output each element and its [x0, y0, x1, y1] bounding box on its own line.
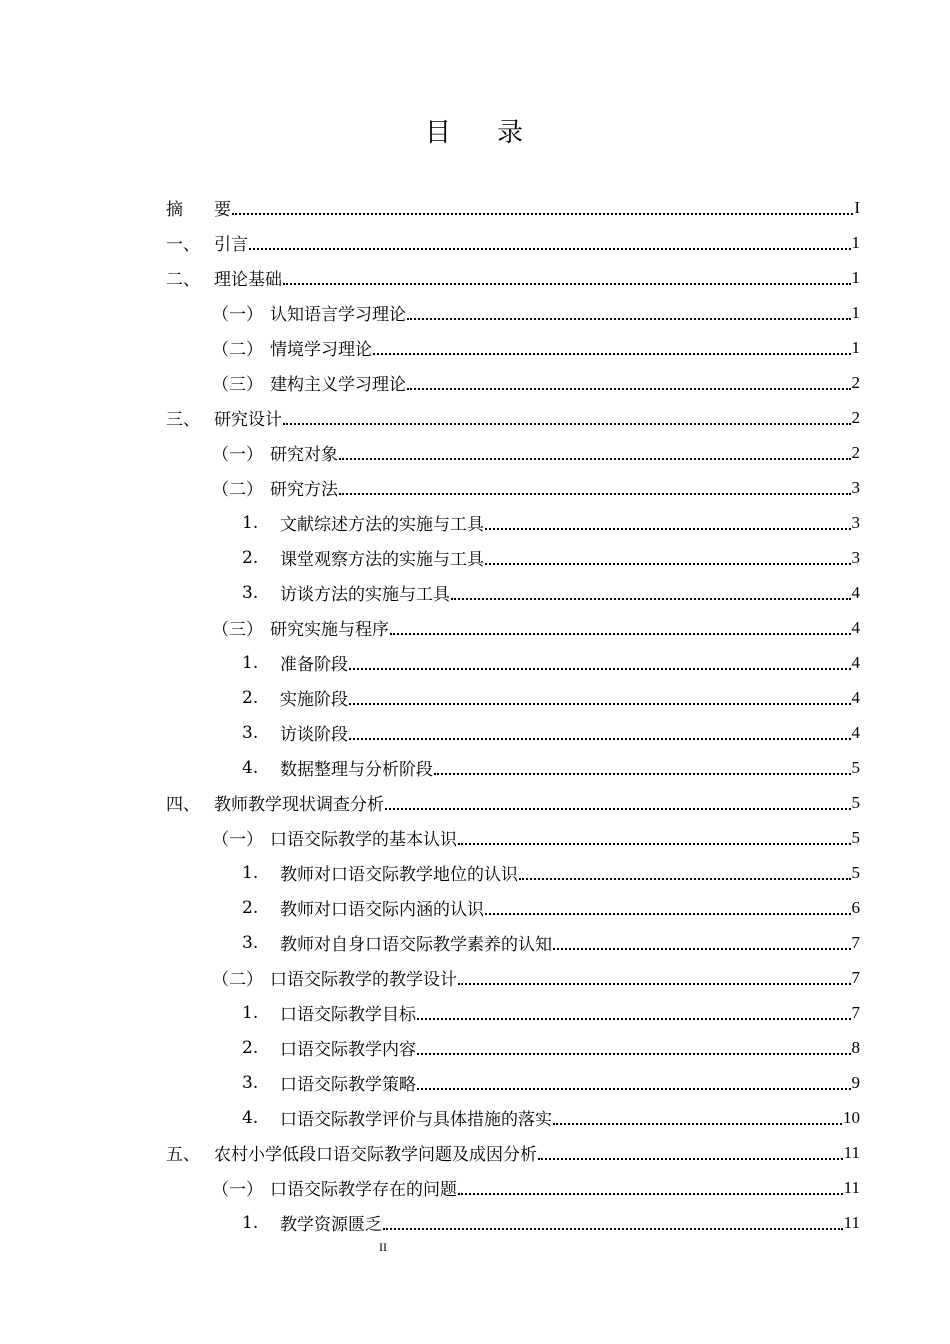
toc-entry-number: 四、 [166, 795, 200, 815]
toc-dot-leader [434, 756, 851, 775]
toc-entry-title: 教师教学现状调查分析 [214, 795, 384, 815]
toc-dot-leader [373, 336, 851, 355]
toc-entry-page: 4 [851, 582, 860, 602]
toc-entry-title: 要 [214, 200, 231, 220]
toc-entry-number: 2. [242, 547, 259, 568]
toc-entry-number: 三、 [166, 410, 200, 430]
toc-entry-page: 4 [851, 687, 860, 707]
toc-entry-number: 一、 [166, 235, 200, 255]
toc-entry-page: 6 [851, 897, 860, 917]
toc-entry[interactable] [166, 295, 860, 330]
toc-entry-number: 1. [242, 652, 259, 673]
toc-entry-page: 7 [851, 967, 860, 987]
toc-entry-title: 研究方法 [270, 480, 338, 500]
toc-dot-leader [458, 826, 851, 845]
toc-entry-number: 3. [242, 722, 259, 743]
toc-entry[interactable] [166, 680, 860, 715]
toc-title-char-2: 录 [497, 118, 526, 148]
toc-entry-title: 口语交际教学评价与具体措施的落实 [280, 1110, 552, 1130]
toc-entry-title: 研究实施与程序 [270, 620, 389, 640]
toc-entry[interactable] [166, 1170, 860, 1205]
toc-entry-page: 4 [851, 617, 860, 637]
toc-entry-page: 1 [851, 337, 860, 357]
toc-dot-leader [485, 511, 851, 530]
toc-entry-number: 3. [242, 582, 259, 603]
toc-entry[interactable] [166, 260, 860, 295]
toc-entry-number: （一） [212, 830, 263, 850]
toc-entry-title: 农村小学低段口语交际教学问题及成因分析 [214, 1145, 537, 1165]
toc-entry-page: 8 [851, 1037, 860, 1057]
toc-entry-title: 口语交际教学内容 [280, 1040, 416, 1060]
toc-entry-title: 建构主义学习理论 [270, 375, 406, 395]
toc-dot-leader [553, 1106, 842, 1125]
toc-entry-page: 5 [851, 862, 860, 882]
toc-entry-number: 1. [242, 512, 259, 533]
toc-dot-leader [349, 686, 851, 705]
toc-entry-number: 摘 [166, 200, 183, 220]
toc-entry-title: 教学资源匮乏 [280, 1215, 382, 1235]
toc-entry-number: 2. [242, 687, 259, 708]
toc-entry[interactable] [166, 330, 860, 365]
toc-entry[interactable] [166, 190, 860, 225]
toc-entry[interactable] [166, 435, 860, 470]
toc-entry-title: 引言 [214, 235, 248, 255]
toc-title-char-1: 目 [424, 118, 453, 148]
toc-entry-number: （一） [212, 445, 263, 465]
toc-entry-page: 11 [843, 1142, 860, 1162]
toc-dot-leader [349, 651, 851, 670]
toc-entry-title: 实施阶段 [280, 690, 348, 710]
toc-entry-page: 1 [851, 232, 860, 252]
toc-entry-title: 教师对口语交际内涵的认识 [280, 900, 484, 920]
toc-dot-leader [383, 1211, 843, 1230]
toc-dot-leader [519, 861, 851, 880]
toc-entry-title: 教师对口语交际教学地位的认识 [280, 865, 518, 885]
toc-entry[interactable] [166, 1100, 860, 1135]
toc-entry-title: 文献综述方法的实施与工具 [280, 515, 484, 535]
toc-dot-leader [390, 616, 851, 635]
toc-dot-leader [385, 791, 851, 810]
toc-entry[interactable] [166, 785, 860, 820]
toc-entry[interactable] [166, 750, 860, 785]
toc-dot-leader [407, 301, 851, 320]
toc-entry-number: 二、 [166, 270, 200, 290]
toc-entry[interactable] [166, 470, 860, 505]
toc-entry-number: 3. [242, 1072, 259, 1093]
toc-entry-title: 访谈阶段 [280, 725, 348, 745]
toc-entry-page: 1 [851, 302, 860, 322]
toc-dot-leader [485, 546, 851, 565]
toc-dot-leader [417, 1001, 851, 1020]
toc-entry-number: 3. [242, 932, 259, 953]
toc-entry[interactable] [166, 610, 860, 645]
toc-entry-page: 5 [851, 827, 860, 847]
toc-entry-title: 理论基础 [214, 270, 282, 290]
toc-entry-number: 4. [242, 757, 259, 778]
toc-dot-leader [553, 931, 851, 950]
toc-dot-leader [538, 1141, 843, 1160]
toc-entry[interactable] [166, 1135, 860, 1170]
toc-entry-title: 数据整理与分析阶段 [280, 760, 433, 780]
toc-entry[interactable] [166, 715, 860, 750]
toc-entry-title: 访谈方法的实施与工具 [280, 585, 450, 605]
toc-dot-leader [458, 966, 851, 985]
toc-entry[interactable] [166, 995, 860, 1030]
toc-entry-page: 1 [851, 267, 860, 287]
toc-entry-page: 2 [851, 407, 860, 427]
toc-entry-page: 4 [851, 652, 860, 672]
table-of-contents [166, 190, 860, 1240]
toc-entry[interactable] [166, 575, 860, 610]
toc-entry-number: 4. [242, 1107, 259, 1128]
toc-entry-number: （二） [212, 340, 263, 360]
toc-entry[interactable] [166, 1065, 860, 1100]
toc-entry-page: 2 [851, 372, 860, 392]
toc-dot-leader [283, 406, 851, 425]
toc-entry-number: 2. [242, 1037, 259, 1058]
toc-entry-page: 11 [843, 1177, 860, 1197]
toc-dot-leader [232, 196, 853, 215]
toc-entry-title: 研究对象 [270, 445, 338, 465]
toc-entry-page: 3 [851, 477, 860, 497]
toc-entry-number: 五、 [166, 1145, 200, 1165]
toc-entry[interactable] [166, 540, 860, 575]
toc-entry[interactable] [166, 960, 860, 995]
toc-entry-title: 口语交际教学策略 [280, 1075, 416, 1095]
toc-entry-number: （三） [212, 620, 263, 640]
toc-entry-page: 4 [851, 722, 860, 742]
toc-entry-title: 认知语言学习理论 [270, 305, 406, 325]
toc-entry-title: 课堂观察方法的实施与工具 [280, 550, 484, 570]
toc-entry-title: 口语交际教学的教学设计 [270, 970, 457, 990]
toc-entry[interactable] [166, 645, 860, 680]
toc-dot-leader [417, 1071, 851, 1090]
toc-dot-leader [485, 896, 851, 915]
toc-dot-leader [458, 1176, 843, 1195]
toc-entry[interactable] [166, 225, 860, 260]
toc-entry[interactable] [166, 855, 860, 890]
toc-dot-leader [451, 581, 851, 600]
toc-dot-leader [339, 441, 851, 460]
toc-dot-leader [339, 476, 851, 495]
toc-entry-title: 准备阶段 [280, 655, 348, 675]
toc-entry-number: 2. [242, 897, 259, 918]
toc-title [0, 112, 950, 149]
toc-dot-leader [407, 371, 851, 390]
toc-entry-page: I [854, 197, 860, 217]
toc-entry-page: 5 [851, 757, 860, 777]
toc-entry-number: （二） [212, 970, 263, 990]
toc-entry-page: 3 [851, 547, 860, 567]
toc-entry-number: （一） [212, 1180, 263, 1200]
toc-entry-title: 情境学习理论 [270, 340, 372, 360]
toc-entry-number: （一） [212, 305, 263, 325]
toc-dot-leader [283, 266, 851, 285]
toc-entry[interactable] [166, 505, 860, 540]
toc-entry-page: 3 [851, 512, 860, 532]
toc-entry-title: 研究设计 [214, 410, 282, 430]
toc-entry-page: 5 [851, 792, 860, 812]
toc-entry-title: 教师对自身口语交际教学素养的认知 [280, 935, 552, 955]
toc-entry-page: 7 [851, 1002, 860, 1022]
toc-dot-leader [349, 721, 851, 740]
toc-dot-leader [417, 1036, 851, 1055]
toc-entry[interactable] [166, 1205, 860, 1240]
toc-entry[interactable] [166, 820, 860, 855]
toc-entry[interactable] [166, 890, 860, 925]
toc-entry-number: 1. [242, 1002, 259, 1023]
toc-entry-page: 11 [843, 1212, 860, 1232]
toc-entry-page: 7 [851, 932, 860, 952]
toc-entry[interactable] [166, 365, 860, 400]
toc-entry[interactable] [166, 400, 860, 435]
toc-entry-page: 2 [851, 442, 860, 462]
toc-entry-number: （二） [212, 480, 263, 500]
toc-entry-title: 口语交际教学目标 [280, 1005, 416, 1025]
toc-dot-leader [249, 231, 851, 250]
toc-entry-page: 9 [851, 1072, 860, 1092]
toc-entry-page: 10 [843, 1107, 860, 1127]
toc-entry[interactable] [166, 925, 860, 960]
toc-entry[interactable] [166, 1030, 860, 1065]
toc-entry-number: 1. [242, 1212, 259, 1233]
footer-page-number: II [379, 1240, 387, 1254]
toc-entry-title: 口语交际教学的基本认识 [270, 830, 457, 850]
toc-entry-number: 1. [242, 862, 259, 883]
toc-entry-number: （三） [212, 375, 263, 395]
toc-entry-title: 口语交际教学存在的问题 [270, 1180, 457, 1200]
